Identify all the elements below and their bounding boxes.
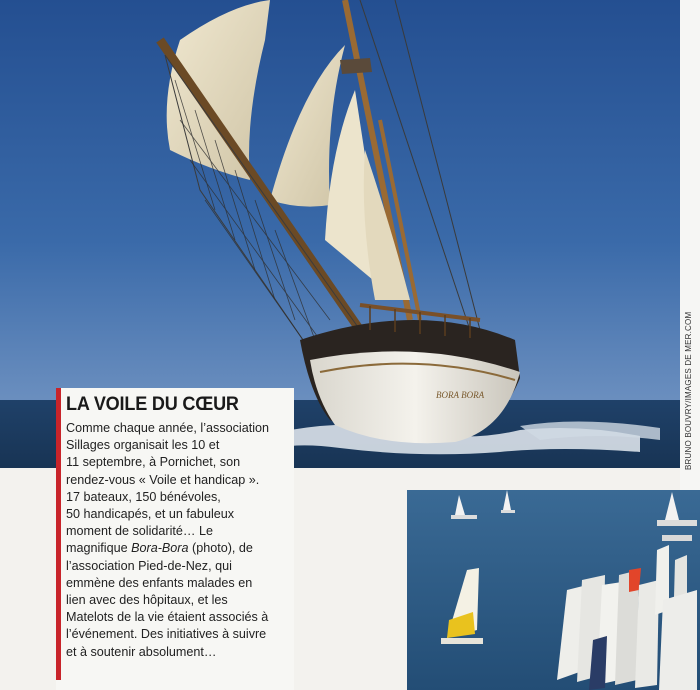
- body-line: Matelots de la vie étaient associés à: [66, 610, 269, 625]
- body-line: 11 septembre, à Pornichet, son: [66, 455, 241, 470]
- article-box: [56, 388, 294, 690]
- body-line: 50 handicapés, et un fabuleux: [66, 507, 235, 522]
- body-line: rendez-vous « Voile et handicap ».: [66, 472, 260, 487]
- body-text: (photo), de: [188, 541, 253, 556]
- ship-name: Bora-Bora: [131, 541, 189, 556]
- body-line: et à soutenir absolument…: [66, 644, 217, 659]
- accent-bar: [56, 388, 61, 680]
- article-body: [66, 420, 288, 661]
- body-line: Sillages organisait les 10 et: [66, 438, 220, 453]
- regatta-illustration: [407, 490, 700, 690]
- photo-credit: BRUNO BOUVRY/IMAGES DE MER.COM: [684, 311, 693, 470]
- article-title: LA VOILE DU CŒUR: [66, 394, 239, 415]
- body-line: 17 bateaux, 150 bénévoles,: [66, 489, 221, 504]
- regatta-photo: [407, 490, 700, 690]
- body-line: l’association Pied-de-Nez, qui: [66, 558, 232, 573]
- hull-name: BORA BORA: [436, 390, 485, 400]
- body-line-with-ship-name: [66, 540, 288, 557]
- body-line: Comme chaque année, l’association: [66, 421, 270, 435]
- body-line: lien avec des hôpitaux, et les: [66, 593, 228, 608]
- body-line: emmène des enfants malades en: [66, 575, 253, 590]
- body-line: moment de solidarité… Le: [66, 524, 213, 539]
- body-text: magnifique: [66, 541, 132, 556]
- blank-margin: [0, 468, 56, 690]
- body-line: l’événement. Des initiatives à suivre: [66, 627, 267, 642]
